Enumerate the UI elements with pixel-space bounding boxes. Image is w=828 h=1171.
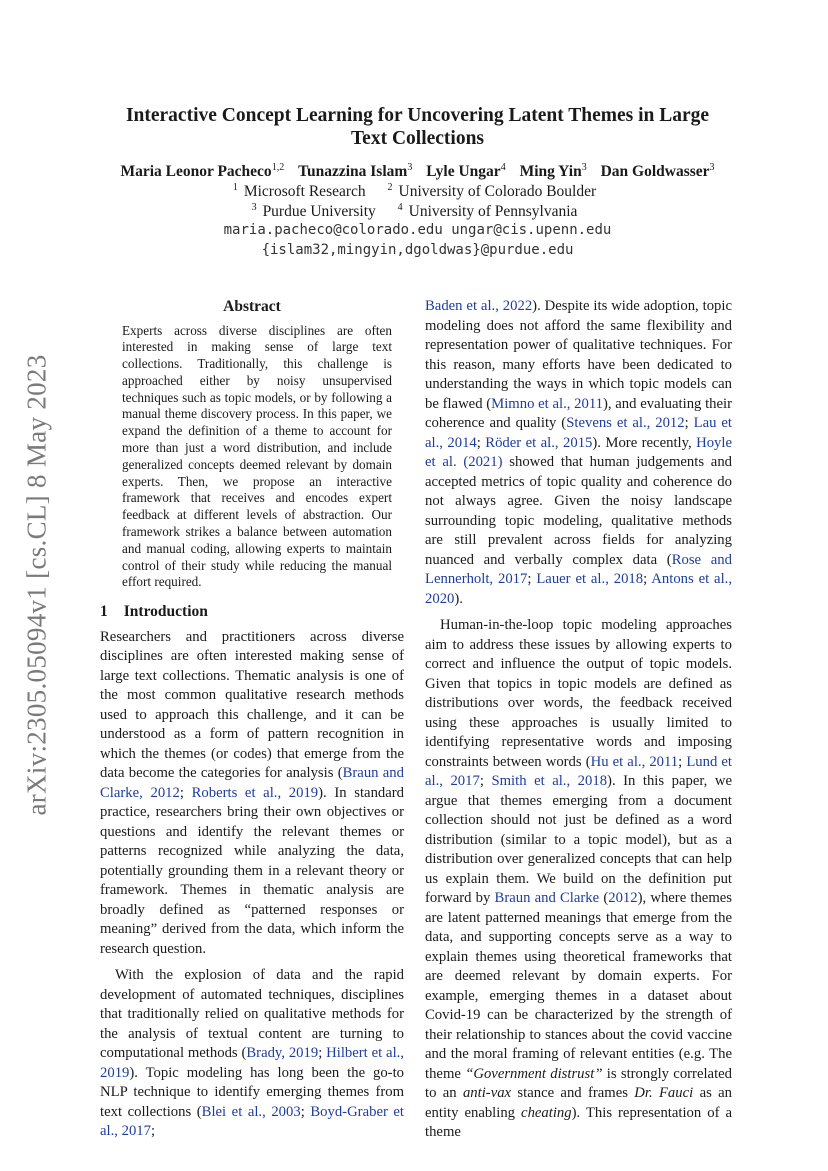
citation-link[interactable]: Boyd-Graber et al., 2017 xyxy=(100,1103,404,1140)
citation-link[interactable]: Lau et al., 2014 xyxy=(425,415,732,451)
email-line-2[interactable]: {islam32,mingyin,dgoldwas}@purdue.edu xyxy=(261,241,574,258)
intro-paragraph-3: Human-in-the-loop topic modeling approaches aim to address these issues by allowing experts to correct and influence the output of topic models. Given that topics in topic models are defined as distributions over words, the feedback received using these approaches is usually limited to identifying representative words and imposing constraints between words (Hu et al., 2011; Lund et al., 2017; Smith et al., 2018). In this paper, we argue that themes emerging from a document collection should not just be defined as a word distribution (similar to a topic model), but as a distribution over generalized concepts that can help us explain them. We build on the definition put forward by Braun and Clarke (2012), where themes are latent patterned meanings that emerge from the data, and supporting concepts serve as a way to explain themes using theoretical frameworks that are deemed relevant by domain experts. For example, emerging themes in a dataset about Covid-19 can be characterized by the strength of their relationship to stances about the covid vaccine and the moral framing of relevant entities (e.g. The theme “Government distrust” is strongly correlated to an anti-vax stance and frames Dr. Fauci as an entity enabling cheating). This representation of a theme xyxy=(425,617,733,1140)
abstract-text: Experts across diverse disciplines are often interested in making sense of large text collections. Traditionally, this challenge is approached either by noisy unsupervised techniques such as topic models, or by following a manual theme discovery process. In this paper, we expand the definition of a theme to account for more than just a word distribution, and include generalized concepts deemed relevant by domain experts. Then, we propose an interactive framework that receives and encodes expert feedback at different levels of abstraction. Our framework strikes a balance between automation and manual coding, allowing experts to maintain control of their study while reducing the manual effort required. xyxy=(122,322,392,590)
section-heading-introduction: 1 Introduction xyxy=(100,603,208,621)
intro-paragraph-2: With the explosion of data and the rapid development of automated techniques, disciplines that traditionally relied on qualitative methods for the analysis of textual content are turning to computational methods (Brady, 2019; Hilbert et al., 2019). Topic modeling has long been the go-to NLP technique to identify emerging themes from text collections (Blei et al., 2003; Boyd-Graber et al., 2017; xyxy=(100,967,404,1140)
citation-link[interactable]: Brady, 2019 xyxy=(246,1045,319,1062)
citation-link[interactable]: Braun and Clarke xyxy=(494,890,600,906)
citation-link[interactable]: Lauer et al., 2018 xyxy=(536,571,644,587)
citation-link[interactable]: Hilbert et al., 2019 xyxy=(100,1045,404,1081)
author: Tunazzina Islam$^3$ xyxy=(298,162,413,180)
citation-link[interactable]: Blei et al., 2003 xyxy=(201,1103,301,1120)
intro-paragraph-2-continued: Baden et al., 2022). Despite its wide adoption, topic modeling does not afford the same flexibility and representation power of qualitative techniques. For this reason, many efforts have been dedicated to understanding the ways in which topic models can be flawed (Mimno et al., 2011), and evaluating their coherence and quality (Stevens et al., 2012; Lau et al., 2014; Röder et al., 2015). More recently, Hoyle et al. (2021) showed that human judgements and accepted metrics of topic quality and coherence do not always agree. Given the noisy landscape surrounding topic modeling, qualitative methods are still prevalent across fields for analyzing nuanced and verbally complex data (Rose and Lennerholt, 2017; Lauer et al., 2018; Antons et al., 2020). xyxy=(425,298,733,607)
citation-link[interactable]: Hu et al., 2011 xyxy=(590,753,679,770)
paper-title xyxy=(95,104,740,150)
affiliations-line-2 xyxy=(95,202,740,222)
affiliation: $^2$ University of Colorado Boulder xyxy=(387,182,597,200)
title-line-2: Text Collections xyxy=(350,128,485,149)
citation-link[interactable]: Braun and Clarke, 2012 xyxy=(100,765,404,801)
emphasis: cheating xyxy=(521,1104,572,1121)
paper-header xyxy=(95,104,740,260)
arxiv-identifier: arXiv:2305.05094v1 [cs.CL] 8 May 2023 xyxy=(21,354,52,816)
citation-link[interactable]: Smith et al., 2018 xyxy=(491,773,608,789)
citation-link[interactable]: Roberts et al., 2019 xyxy=(191,784,319,801)
citation-link[interactable]: Hoyle et al. (2021) xyxy=(425,434,733,470)
title-line-1: Interactive Concept Learning for Uncovering Latent Themes in Large xyxy=(125,105,710,126)
emphasis: anti-vax xyxy=(462,1085,512,1101)
affiliation: $^4$ University of Pennsylvania xyxy=(397,201,578,220)
affiliation: $^3$ Purdue University xyxy=(251,201,376,220)
email-line-1[interactable]: maria.pacheco@colorado.edu ungar@cis.upenn.edu xyxy=(223,222,612,238)
left-column xyxy=(100,297,404,1142)
citation-link[interactable]: Röder et al., 2015 xyxy=(485,434,593,451)
author: Lyle Ungar$^4$ xyxy=(426,162,506,180)
citation-link[interactable]: Lund et al., 2017 xyxy=(425,753,733,789)
affiliations-line-1 xyxy=(95,182,740,202)
emphasis: Dr. Fauci xyxy=(634,1085,694,1101)
author: Ming Yin$^3$ xyxy=(519,162,587,180)
emphasis: “Government distrust” xyxy=(465,1065,603,1082)
citation-link[interactable]: 2012 xyxy=(608,890,638,906)
citation-link[interactable]: Baden et al., 2022 xyxy=(425,298,533,314)
right-column xyxy=(425,297,732,1143)
author-list xyxy=(95,162,740,182)
author: Dan Goldwasser$^3$ xyxy=(600,162,715,180)
author: Maria Leonor Pacheco$^{1,2}$ xyxy=(120,162,285,180)
citation-link[interactable]: Antons et al., 2020 xyxy=(425,571,733,607)
citation-link[interactable]: Stevens et al., 2012 xyxy=(566,415,685,431)
affiliation: $^1$ Microsoft Research xyxy=(232,182,366,200)
abstract-heading: Abstract xyxy=(223,298,281,315)
intro-paragraph-1: Researchers and practitioners across diverse disciplines are often interested making sense of large text collections. Thematic analysis is one of the most common qualitative research methods used to approach this challenge, and it can be understood as a form of pattern recognition in which the themes (or codes) that emerge from the data become the categories for analysis (Braun and Clarke, 2012; Roberts et al., 2019). In standard practice, researchers bring their own objectives or questions and identify the relevant themes or patterns recognized while analyzing the data, potentially grounding them in a relevant theory or framework. Themes in thematic analysis are broadly defined as “patterned responses or meaning” derived from the data, which inform the research question. xyxy=(100,628,405,957)
citation-link[interactable]: Mimno et al., 2011 xyxy=(491,395,603,412)
citation-link[interactable]: Rose and Lennerholt, 2017 xyxy=(425,551,732,587)
